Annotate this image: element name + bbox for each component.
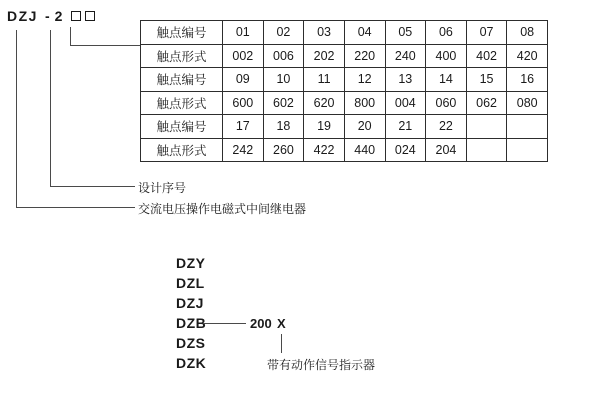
table-cell: 024 xyxy=(385,138,426,162)
table-cell: 402 xyxy=(466,44,507,68)
list-item-dzb: DZB xyxy=(176,315,207,331)
product-description-label: 交流电压操作电磁式中间继电器 xyxy=(138,202,307,216)
table-cell xyxy=(466,138,507,162)
table-cell: 400 xyxy=(426,44,467,68)
table-cell: 060 xyxy=(426,91,467,115)
design-serial-label: 设计序号 xyxy=(138,181,187,195)
table-cell: 21 xyxy=(385,115,426,139)
model-prefix-list xyxy=(176,253,206,373)
table-cell: 004 xyxy=(385,91,426,115)
list-item-dzk: DZK xyxy=(176,355,207,371)
table-cell: 22 xyxy=(426,115,467,139)
table-cell xyxy=(507,138,548,162)
table-cell: 620 xyxy=(304,91,345,115)
table-cell: 420 xyxy=(507,44,548,68)
list-item-dzs: DZS xyxy=(176,335,206,351)
dzb-code-value: 200 xyxy=(250,316,272,331)
indicator-note-label: 带有动作信号指示器 xyxy=(267,358,376,372)
dzb-variant-letter: X xyxy=(277,316,286,331)
table-cell: 01 xyxy=(223,21,264,45)
table-cell: 600 xyxy=(223,91,264,115)
row-header: 触点编号 xyxy=(141,68,223,92)
connector-line-design-serial xyxy=(50,30,135,187)
table-cell: 11 xyxy=(304,68,345,92)
table-cell: 202 xyxy=(304,44,345,68)
table-cell: 800 xyxy=(344,91,385,115)
table-cell: 12 xyxy=(344,68,385,92)
table-cell: 09 xyxy=(223,68,264,92)
table-row xyxy=(141,115,548,139)
connector-line-contact-code xyxy=(70,27,141,46)
list-item-dzj: DZJ xyxy=(176,295,204,311)
table-cell: 04 xyxy=(344,21,385,45)
table-cell: 13 xyxy=(385,68,426,92)
table-cell: 08 xyxy=(507,21,548,45)
row-header: 触点形式 xyxy=(141,91,223,115)
list-item-dzl: DZL xyxy=(176,275,205,291)
table-cell: 204 xyxy=(426,138,467,162)
table-cell: 242 xyxy=(223,138,264,162)
model-prefix: DZJ xyxy=(7,8,38,24)
variant-connector-line xyxy=(281,334,282,353)
table-cell: 16 xyxy=(507,68,548,92)
table-cell: 240 xyxy=(385,44,426,68)
table-cell: 220 xyxy=(344,44,385,68)
table-cell: 062 xyxy=(466,91,507,115)
table-cell: 19 xyxy=(304,115,345,139)
table-cell: 06 xyxy=(426,21,467,45)
model-placeholder-box-2 xyxy=(85,11,95,21)
table-cell: 17 xyxy=(223,115,264,139)
table-cell: 440 xyxy=(344,138,385,162)
table-cell: 03 xyxy=(304,21,345,45)
table-cell: 002 xyxy=(223,44,264,68)
model-series-number: 2 xyxy=(54,8,63,24)
model-designation-title xyxy=(7,8,95,24)
row-header: 触点编号 xyxy=(141,21,223,45)
model-placeholder-box-1 xyxy=(71,11,81,21)
model-dash: - xyxy=(44,8,50,24)
table-row xyxy=(141,44,548,68)
table-row xyxy=(141,138,548,162)
table-row xyxy=(141,91,548,115)
table-cell xyxy=(466,115,507,139)
table-cell: 080 xyxy=(507,91,548,115)
table-cell: 422 xyxy=(304,138,345,162)
table-cell: 20 xyxy=(344,115,385,139)
table-cell: 602 xyxy=(263,91,304,115)
row-header: 触点形式 xyxy=(141,138,223,162)
table-row xyxy=(141,21,548,45)
table-row xyxy=(141,68,548,92)
contact-code-table xyxy=(140,20,548,162)
table-cell: 18 xyxy=(263,115,304,139)
table-cell xyxy=(507,115,548,139)
table-cell: 260 xyxy=(263,138,304,162)
table-cell: 006 xyxy=(263,44,304,68)
table-cell: 07 xyxy=(466,21,507,45)
table-cell: 15 xyxy=(466,68,507,92)
row-header: 触点形式 xyxy=(141,44,223,68)
list-item-dzy: DZY xyxy=(176,255,206,271)
table-cell: 14 xyxy=(426,68,467,92)
row-header: 触点编号 xyxy=(141,115,223,139)
dzb-connector-line xyxy=(203,323,246,324)
table-cell: 10 xyxy=(263,68,304,92)
table-cell: 05 xyxy=(385,21,426,45)
table-cell: 02 xyxy=(263,21,304,45)
